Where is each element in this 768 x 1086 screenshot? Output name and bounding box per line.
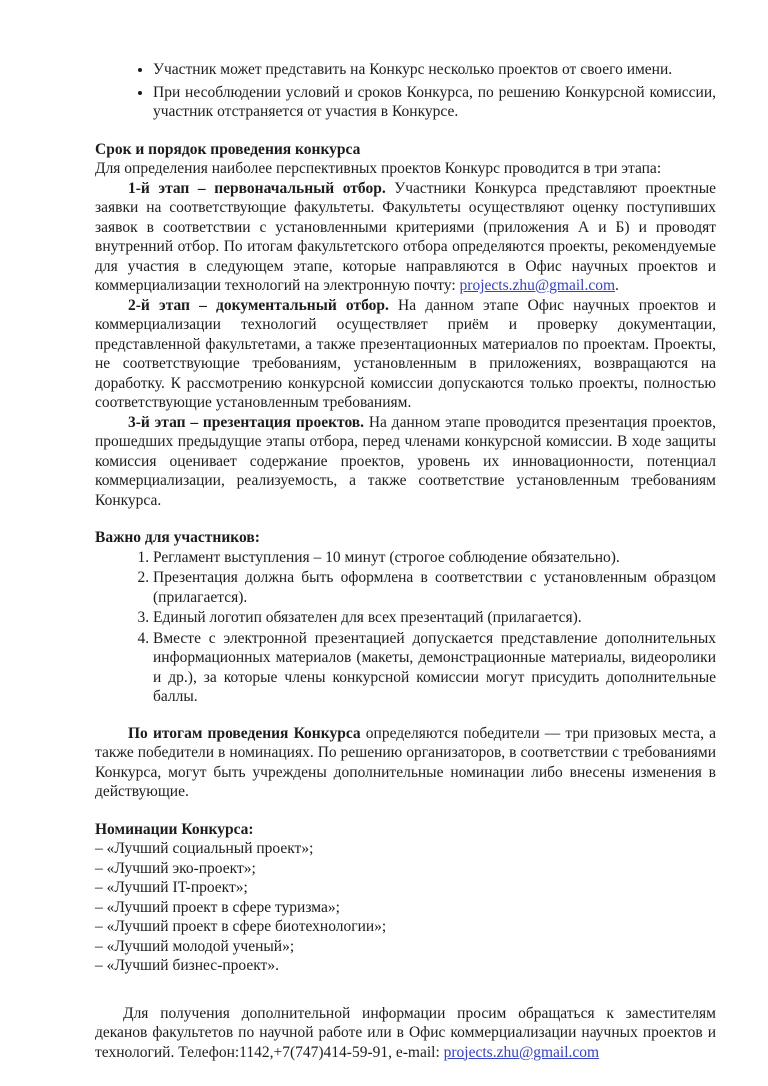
important-numbered-list bbox=[95, 548, 716, 707]
important-item: 4. Вместе с электронной презентацией допускается представление дополнительных информационных материалов (макеты, демонстрационные материалы, видеоролики и др.), за которые члены конкурсной комиссии могут присудить дополнительные баллы. bbox=[153, 629, 716, 707]
important-item: 3. Единый логотип обязателен для всех презентаций (прилагается). bbox=[153, 608, 716, 628]
nomination-item: – «Лучший бизнес-проект». bbox=[95, 957, 279, 974]
stage-1-paragraph bbox=[95, 179, 716, 296]
important-item: 2. Презентация должна быть оформлена в соответствии с установленным образцом (прилагается). bbox=[153, 568, 716, 607]
section-heading-nominations: Номинации Конкурса: bbox=[95, 820, 254, 838]
bullet-item: • Участник может представить на Конкурс несколько проектов от своего имени. bbox=[153, 60, 716, 80]
nomination-item: – «Лучший социальный проект»; bbox=[95, 840, 314, 857]
nomination-item: – «Лучший проект в сфере биотехнологии»; bbox=[95, 918, 387, 935]
rules-bullet-list bbox=[95, 60, 716, 122]
results-bold-lead: По итогам проведения Конкурса bbox=[128, 724, 361, 742]
stage-3-paragraph bbox=[95, 413, 716, 511]
nomination-item: – «Лучший IT-проект»; bbox=[95, 879, 248, 896]
important-item: 1. Регламент выступления – 10 минут (строгое соблюдение обязательно). bbox=[153, 548, 716, 568]
email-link[interactable]: projects.zhu@gmail.com bbox=[459, 277, 616, 294]
contact-paragraph bbox=[95, 1004, 716, 1063]
procedure-intro: Для определения наиболее перспективных проектов Конкурс проводится в три этапа: bbox=[95, 160, 662, 177]
stage-2-label: 2-й этап – документальный отбор. bbox=[128, 296, 389, 314]
results-body: определяются победители — три призовых места, а также победители в номинациях. По решению организаторов, в соответствии с требованиями Конкурса, могут быть учреждены дополнительные номинации либо внесены изменения в действующие. bbox=[95, 724, 716, 800]
stage-3-label: 3-й этап – презентация проектов. bbox=[128, 413, 365, 431]
document-content bbox=[95, 60, 716, 1062]
nominations-list bbox=[95, 839, 716, 976]
stage-1-body: Участники Конкурса представляют проектные заявки на соответствующие факультеты. Факультеты осуществляют оценку поступивших заявок в соответствии с установленными критериями (приложения А и Б) и проводят внутренний отбор. По итогам факультетского отбора определяются проекты, рекомендуемые для участия в следующем этапе, которые направляются в Офис научных проектов и коммерциализации технологий на электронную почту: bbox=[95, 179, 716, 294]
stage-1-label: 1-й этап – первоначальный отбор. bbox=[128, 179, 386, 197]
stage-2-body: На данном этапе Офис научных проектов и коммерциализации технологий осуществляет приём и проверку документации, представленной факультетами, а также презентационных материалов по проектам. Проекты, не соответствующие требованиям, установленным в приложениях, возвращаются на доработку. К рассмотрению конкурсной комиссии допускаются только проекты, полностью соответствующие установленным требованиям. bbox=[95, 296, 716, 411]
email-link[interactable]: projects.zhu@gmail.com bbox=[443, 1043, 600, 1061]
contact-body: Для получения дополнительной информации просим обращаться к заместителям деканов факультетов по научной работе или в Офис коммерциализации научных проектов и технологий. Телефон:1142,+7(747)414-59-91, e-mail: bbox=[95, 1004, 716, 1061]
section-heading-procedure: Срок и порядок проведения конкурса bbox=[95, 140, 361, 158]
stage-3-body: На данном этапе проводится презентация проектов, прошедших предыдущие этапы отбора, перед членами конкурсной комиссии. В ходе защиты комиссия оценивает содержание проектов, уровень их инновационности, потенциал коммерциализации, реализуемость, а также соответствие установленным требованиям Конкурса. bbox=[95, 413, 716, 509]
stage-1-after-link: . bbox=[615, 277, 619, 294]
section-heading-important: Важно для участников: bbox=[95, 529, 260, 546]
stage-2-paragraph bbox=[95, 296, 716, 413]
results-paragraph bbox=[95, 724, 716, 802]
nomination-item: – «Лучший проект в сфере туризма»; bbox=[95, 898, 340, 916]
bullet-item: • При несоблюдении условий и сроков Конкурса, по решению Конкурсной комиссии, участник отстраняется от участия в Конкурсе. bbox=[153, 83, 716, 122]
nomination-item: – «Лучший эко-проект»; bbox=[95, 859, 256, 877]
nomination-item: – «Лучший молодой ученый»; bbox=[95, 937, 295, 955]
